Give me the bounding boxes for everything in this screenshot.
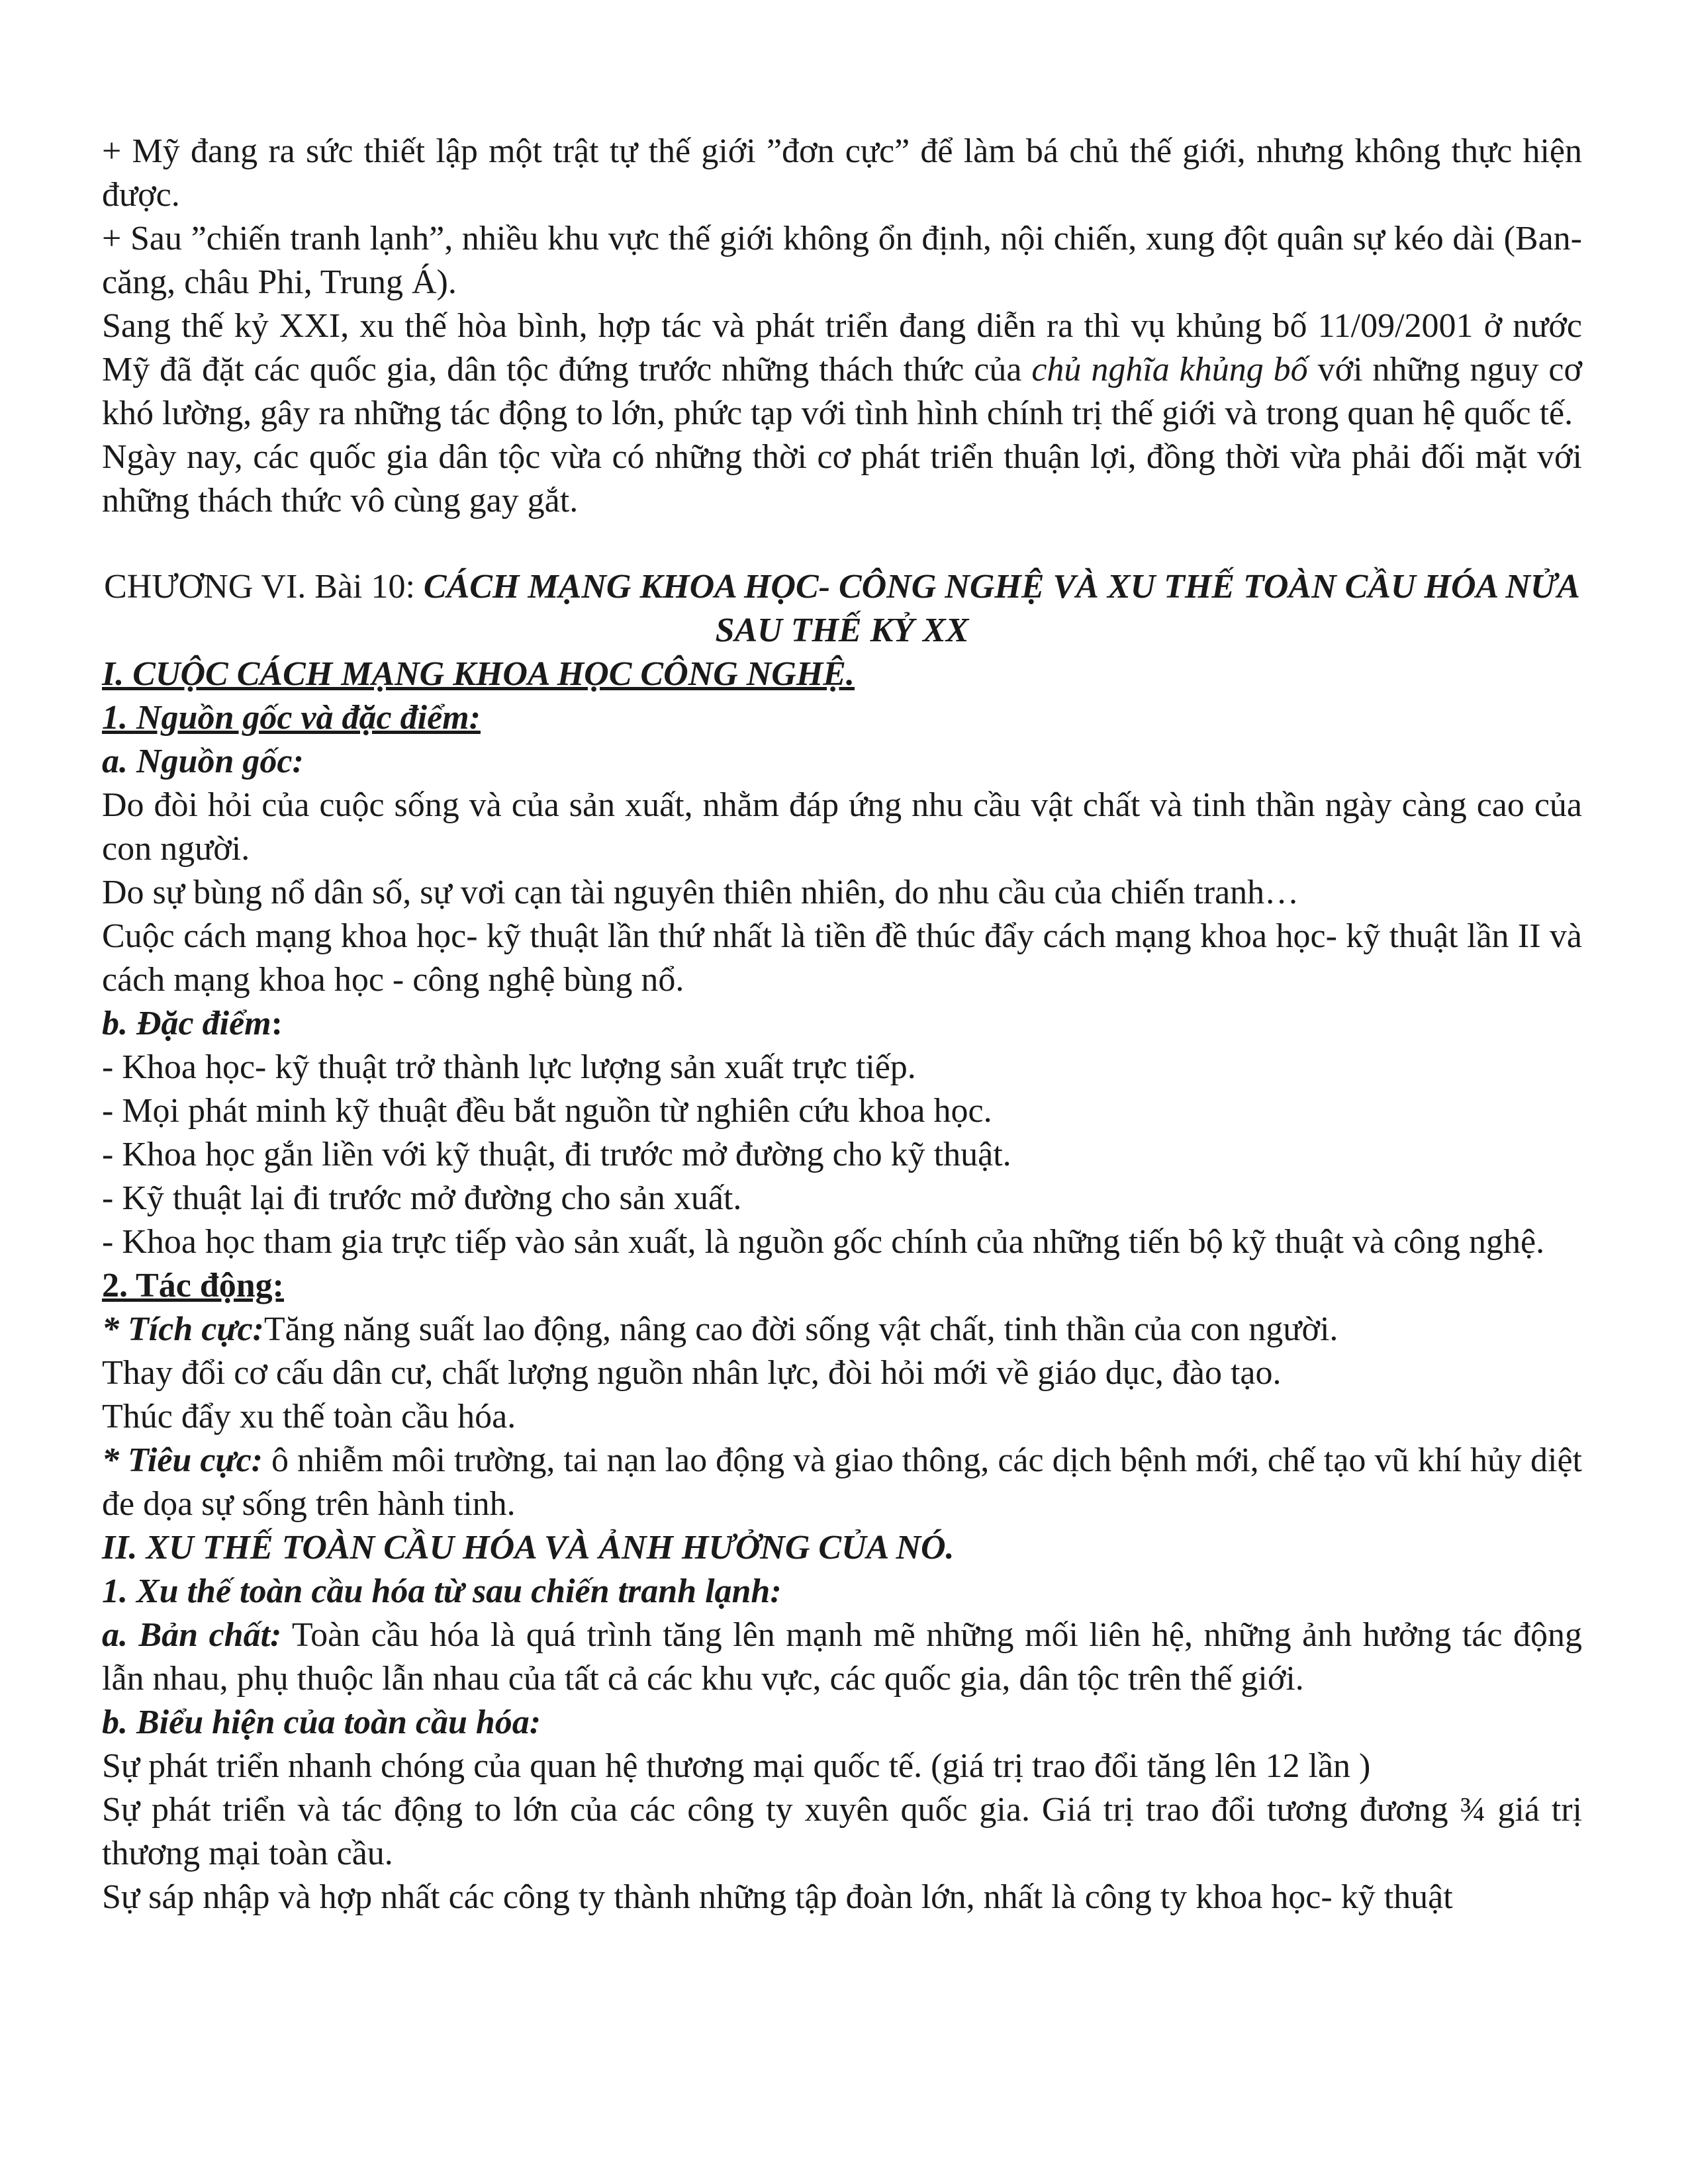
terrorism-italic: chủ nghĩa khủng bố: [1031, 351, 1308, 388]
positive-text: Tăng năng suất lao động, nâng cao đời sống vật chất, tinh thần của con người.: [263, 1310, 1338, 1348]
document-page: [102, 130, 1582, 1919]
features-label: b. Đặc điểm: [102, 1005, 271, 1042]
manifestation-item: Sự phát triển và tác động to lớn của các công ty xuyên quốc gia. Giá trị trao đổi tương đương ¾ giá trị thương mại toàn cầu.: [102, 1791, 1582, 1872]
feature-item: - Mọi phát minh kỹ thuật đều bắt nguồn từ nghiên cứu khoa học.: [102, 1092, 992, 1130]
negative-label: * Tiêu cực:: [102, 1441, 263, 1479]
subheading-impact: 2. Tác động:: [102, 1267, 284, 1304]
impact-positive-more: Thay đổi cơ cấu dân cư, chất lượng nguồn nhân lực, đòi hỏi mới về giáo dục, đào tạo.: [102, 1354, 1282, 1392]
paragraph-essence: [102, 1614, 1582, 1701]
feature-item: - Kỹ thuật lại đi trước mở đường cho sản xuất.: [102, 1179, 742, 1217]
chapter-lesson-title: CÁCH MẠNG KHOA HỌC- CÔNG NGHỆ VÀ XU THẾ TOÀN CẦU HÓA NỬA SAU THẾ KỶ XX: [423, 568, 1580, 649]
spacer: [102, 523, 1582, 565]
section-2-heading: II. XU THẾ TOÀN CẦU HÓA VÀ ẢNH HƯỞNG CỦA NÓ.: [102, 1529, 955, 1567]
origin-item: Cuộc cách mạng khoa học- kỹ thuật lần thứ nhất là tiền đề thúc đẩy cách mạng khoa học- kỹ thuật lần II và cách mạng khoa học - công nghệ bùng nổ.: [102, 917, 1582, 999]
terrorism-text-after: với những nguy cơ khó lường, gây ra những tác động to lớn, phức tạp với tình hình chính trị thế giới và trong quan hệ quốc tế.: [102, 351, 1582, 432]
essence-text: Toàn cầu hóa là quá trình tăng lên mạnh mẽ những mối liên hệ, những ảnh hưởng tác động lẫn nhau, phụ thuộc lẫn nhau của tất cả các khu vực, các quốc gia, dân tộc trên thế giới.: [102, 1616, 1582, 1698]
origin-item: Do sự bùng nổ dân số, sự vơi cạn tài nguyên thiên nhiên, do nhu cầu của chiến tranh…: [102, 874, 1299, 911]
feature-item: - Khoa học gắn liền với kỹ thuật, đi trước mở đường cho kỹ thuật.: [102, 1136, 1011, 1173]
positive-label: * Tích cực:: [102, 1310, 264, 1348]
origin-item: Do đòi hỏi của cuộc sống và của sản xuất, nhằm đáp ứng nhu cầu vật chất và tinh thần ngày càng cao của con người.: [102, 786, 1582, 868]
impact-positive: [102, 1308, 1582, 1351]
subheading-manifestations: b. Biểu hiện của toàn cầu hóa:: [102, 1704, 541, 1741]
chapter-prefix: CHƯƠNG VI. Bài 10:: [104, 568, 424, 606]
subheading-origin: a. Nguồn gốc:: [102, 743, 304, 780]
paragraph-after-cold-war: + Sau ”chiến tranh lạnh”, nhiều khu vực thế giới không ổn định, nội chiến, xung đột quân sự kéo dài (Ban-căng, châu Phi, Trung Á).: [102, 220, 1582, 301]
section-2-subheading-trend: 1. Xu thế toàn cầu hóa từ sau chiến tranh lạnh:: [102, 1572, 782, 1610]
manifestation-item: Sự phát triển nhanh chóng của quan hệ thương mại quốc tế. (giá trị trao đổi tăng lên 12 lần ): [102, 1747, 1371, 1785]
essence-label: a. Bản chất:: [102, 1616, 282, 1654]
impact-positive-more: Thúc đẩy xu thế toàn cầu hóa.: [102, 1398, 516, 1435]
paragraph-terrorism: [102, 304, 1582, 435]
paragraph-today: Ngày nay, các quốc gia dân tộc vừa có những thời cơ phát triển thuận lợi, đồng thời vừa phải đối mặt với những thách thức vô cùng gay gắt.: [102, 438, 1582, 520]
impact-negative: [102, 1439, 1582, 1526]
features-colon: :: [271, 1005, 283, 1042]
chapter-title: [102, 565, 1582, 653]
terrorism-text-before: Sang thế kỷ XXI, xu thế hòa bình, hợp tác và phát triển đang diễn ra thì vụ khủng bố 11/09/2001 ở nước Mỹ đã đặt các quốc gia, dân tộc đứng trước những thách thức của: [102, 307, 1582, 388]
section-1-heading: I. CUỘC CÁCH MẠNG KHOA HỌC CÔNG NGHỆ.: [102, 655, 855, 693]
negative-text: ô nhiễm môi trường, tai nạn lao động và giao thông, các dịch bệnh mới, chế tạo vũ khí hủy diệt đe dọa sự sống trên hành tinh.: [102, 1441, 1582, 1523]
paragraph-unipolar: + Mỹ đang ra sức thiết lập một trật tự thế giới ”đơn cực” để làm bá chủ thế giới, nhưng không thực hiện được.: [102, 132, 1582, 214]
feature-item: - Khoa học tham gia trực tiếp vào sản xuất, là nguồn gốc chính của những tiến bộ kỹ thuật và công nghệ.: [102, 1223, 1545, 1261]
section-1-subheading-origin-features: 1. Nguồn gốc và đặc điểm:: [102, 699, 481, 737]
subheading-features: [102, 1002, 1582, 1046]
manifestation-item: Sự sáp nhập và hợp nhất các công ty thành những tập đoàn lớn, nhất là công ty khoa học- kỹ thuật: [102, 1878, 1453, 1916]
feature-item: - Khoa học- kỹ thuật trở thành lực lượng sản xuất trực tiếp.: [102, 1048, 916, 1086]
